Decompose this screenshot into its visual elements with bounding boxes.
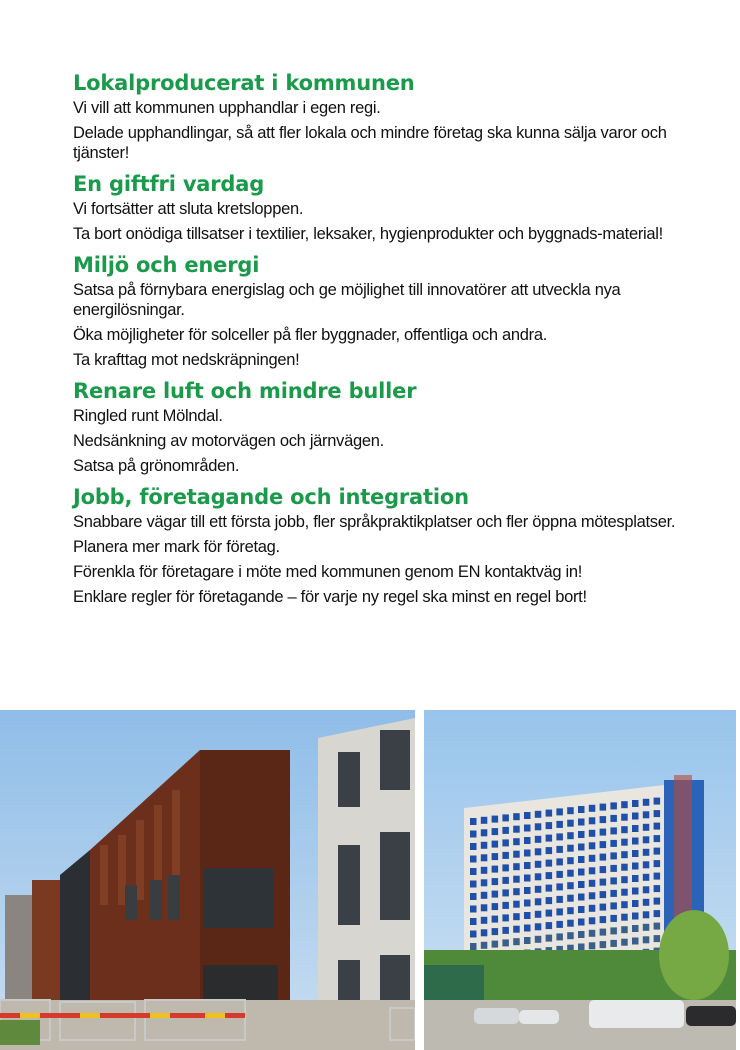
window-mark (589, 867, 596, 874)
window-mark (535, 836, 542, 843)
window-mark (524, 837, 531, 844)
window-mark (470, 931, 477, 938)
window-mark (610, 827, 617, 834)
window-mark (643, 811, 650, 818)
window-mark (567, 820, 574, 827)
window-mark (610, 902, 617, 909)
section-heading: En giftfri vardag (73, 172, 265, 196)
window-mark (502, 877, 509, 884)
window-mark (470, 893, 477, 900)
window-mark (643, 924, 650, 931)
window-mark (481, 842, 488, 849)
window-mark (600, 916, 607, 923)
window-mark (643, 824, 650, 831)
window-mark (546, 822, 553, 829)
window-mark (578, 919, 585, 926)
window-mark (513, 838, 520, 845)
window-mark (513, 913, 520, 920)
window-mark (556, 821, 563, 828)
window-mark (632, 938, 639, 945)
window-mark (610, 865, 617, 872)
window-mark (513, 926, 520, 933)
window-mark (578, 806, 585, 813)
window-mark (610, 940, 617, 947)
window-mark (589, 855, 596, 862)
window-mark (567, 895, 574, 902)
window-mark (535, 923, 542, 930)
window-mark (524, 887, 531, 894)
window-mark (610, 890, 617, 897)
window-mark (578, 831, 585, 838)
window-mark (621, 901, 628, 908)
window-mark (610, 815, 617, 822)
window-mark (643, 936, 650, 943)
window-mark (556, 858, 563, 865)
window-mark (632, 813, 639, 820)
window-mark (481, 854, 488, 861)
photo-building-construction (0, 710, 415, 1050)
section-heading: Lokalproducerat i kommunen (73, 71, 415, 95)
window-mark (567, 882, 574, 889)
window-mark (470, 856, 477, 863)
window-mark (600, 866, 607, 873)
window-mark (600, 804, 607, 811)
window-mark (546, 860, 553, 867)
paragraph: Ta bort onödiga tillsatser i textilier, leksaker, hygienprodukter och byggnads-material! (73, 225, 663, 243)
window-mark (589, 880, 596, 887)
window-mark (578, 819, 585, 826)
window-mark (589, 892, 596, 899)
window-mark (578, 869, 585, 876)
window-mark (492, 841, 499, 848)
window-mark (502, 939, 509, 946)
window-mark (567, 807, 574, 814)
window-mark (535, 823, 542, 830)
window-mark (513, 863, 520, 870)
window-mark (502, 814, 509, 821)
section-giftfri-vardag (73, 169, 693, 244)
window-mark (610, 927, 617, 934)
window-mark (535, 848, 542, 855)
window-mark (654, 798, 661, 805)
window-mark (643, 899, 650, 906)
window-mark (632, 888, 639, 895)
window-mark (589, 917, 596, 924)
window-mark (535, 811, 542, 818)
window-mark (654, 823, 661, 830)
window-mark (481, 892, 488, 899)
section-lokalproducerat (73, 68, 693, 163)
window-mark (492, 903, 499, 910)
window-mark (470, 843, 477, 850)
window-mark (567, 907, 574, 914)
window-mark (513, 901, 520, 908)
window-mark (567, 857, 574, 864)
window-mark (524, 850, 531, 857)
window-mark (600, 841, 607, 848)
window-mark (535, 873, 542, 880)
section-miljo-energi (73, 250, 693, 370)
window-mark (643, 861, 650, 868)
window-mark (546, 910, 553, 917)
window-mark (654, 873, 661, 880)
window-mark (470, 943, 477, 950)
window-mark (621, 864, 628, 871)
window-mark (556, 846, 563, 853)
window-mark (556, 883, 563, 890)
window-mark (492, 928, 499, 935)
window-mark (632, 925, 639, 932)
window-mark (502, 927, 509, 934)
window-mark (535, 911, 542, 918)
window-mark (578, 931, 585, 938)
window-mark (654, 898, 661, 905)
paragraph: Ringled runt Mölndal. (73, 407, 223, 425)
window-mark (481, 917, 488, 924)
window-mark (546, 847, 553, 854)
window-mark (535, 936, 542, 943)
window-mark (654, 910, 661, 917)
window-mark (556, 896, 563, 903)
window-mark (578, 881, 585, 888)
window-mark (643, 836, 650, 843)
section-renare-luft (73, 376, 693, 476)
window-mark (492, 828, 499, 835)
window-mark (513, 813, 520, 820)
window-mark (524, 875, 531, 882)
window-mark (556, 933, 563, 940)
window-mark (524, 900, 531, 907)
window-mark (546, 810, 553, 817)
paragraph: Nedsänkning av motorvägen och järnvägen. (73, 432, 384, 450)
window-mark (600, 941, 607, 948)
window-mark (524, 937, 531, 944)
window-mark (578, 906, 585, 913)
window-mark (513, 851, 520, 858)
section-heading: Miljö och energi (73, 253, 260, 277)
window-mark (654, 835, 661, 842)
window-mark (513, 888, 520, 895)
window-mark (546, 835, 553, 842)
window-mark (589, 830, 596, 837)
window-mark (621, 839, 628, 846)
window-mark (643, 886, 650, 893)
window-mark (632, 875, 639, 882)
window-mark (492, 916, 499, 923)
tower-illustration (424, 710, 736, 1050)
window-mark (513, 876, 520, 883)
paragraph: Planera mer mark för företag. (73, 538, 280, 556)
window-mark (600, 816, 607, 823)
window-mark (524, 862, 531, 869)
window-mark (502, 889, 509, 896)
window-mark (535, 861, 542, 868)
paragraph: Enklare regler för företagande – för varje ny regel ska minst en regel bort! (73, 588, 587, 606)
window-mark (567, 832, 574, 839)
window-mark (481, 929, 488, 936)
window-mark (610, 852, 617, 859)
window-mark (632, 900, 639, 907)
window-mark (632, 913, 639, 920)
window-mark (524, 925, 531, 932)
window-mark (654, 935, 661, 942)
window-mark (502, 914, 509, 921)
window-mark (600, 829, 607, 836)
window-mark (589, 942, 596, 949)
window-mark (546, 872, 553, 879)
window-mark (600, 879, 607, 886)
window-mark (632, 838, 639, 845)
window-mark (621, 801, 628, 808)
window-mark (470, 918, 477, 925)
building-illustration (0, 710, 415, 1050)
window-mark (524, 912, 531, 919)
window-mark (600, 929, 607, 936)
window-mark (567, 870, 574, 877)
window-mark (643, 849, 650, 856)
window-mark (621, 876, 628, 883)
window-mark (589, 817, 596, 824)
window-mark (492, 941, 499, 948)
window-mark (481, 879, 488, 886)
window-mark (654, 810, 661, 817)
window-mark (632, 800, 639, 807)
window-mark (502, 902, 509, 909)
window-mark (513, 938, 520, 945)
window-mark (546, 935, 553, 942)
window-mark (535, 886, 542, 893)
window-mark (621, 889, 628, 896)
window-mark (632, 850, 639, 857)
window-mark (481, 867, 488, 874)
paragraph: Delade upphandlingar, så att fler lokala och mindre företag ska kunna sälja varor och tjänster! (73, 124, 667, 162)
window-mark (610, 877, 617, 884)
window-mark (643, 911, 650, 918)
window-mark (589, 905, 596, 912)
window-mark (643, 874, 650, 881)
window-mark (535, 898, 542, 905)
window-mark (556, 808, 563, 815)
window-mark (621, 926, 628, 933)
window-mark (481, 817, 488, 824)
paragraph: Snabbare vägar till ett första jobb, fler språkpraktikplatser och fler öppna mötesplatser. (73, 513, 676, 531)
window-mark (567, 932, 574, 939)
window-mark (470, 831, 477, 838)
window-mark (470, 818, 477, 825)
window-mark (470, 881, 477, 888)
window-mark (502, 864, 509, 871)
window-mark (556, 871, 563, 878)
window-mark (621, 826, 628, 833)
paragraph: Förenkla för företagare i möte med kommunen genom EN kontaktväg in! (73, 563, 583, 581)
window-mark (632, 863, 639, 870)
window-mark (502, 827, 509, 834)
window-mark (492, 866, 499, 873)
window-mark (610, 915, 617, 922)
window-mark (578, 894, 585, 901)
window-mark (502, 852, 509, 859)
window-mark (556, 921, 563, 928)
window-mark (643, 799, 650, 806)
window-mark (610, 840, 617, 847)
window-mark (481, 904, 488, 911)
paragraph: Vi vill att kommunen upphandlar i egen regi. (73, 99, 381, 117)
window-mark (610, 802, 617, 809)
section-jobb (73, 482, 693, 607)
window-mark (492, 853, 499, 860)
window-mark (546, 922, 553, 929)
window-mark (578, 944, 585, 951)
window-mark (556, 908, 563, 915)
window-mark (481, 829, 488, 836)
window-mark (578, 844, 585, 851)
paragraph: Satsa på förnybara energislag och ge möjlighet till innovatörer att utveckla nya energilösningar. (73, 281, 621, 319)
paragraph: Öka möjligheter för solceller på fler byggnader, offentliga och andra. (73, 326, 547, 344)
window-mark (600, 891, 607, 898)
window-mark (546, 897, 553, 904)
window-mark (492, 891, 499, 898)
window-mark (600, 854, 607, 861)
window-mark (546, 885, 553, 892)
paragraph: Vi fortsätter att sluta kretsloppen. (73, 200, 304, 218)
window-mark (502, 839, 509, 846)
window-mark (654, 848, 661, 855)
window-mark (600, 904, 607, 911)
window-mark (654, 923, 661, 930)
section-heading: Renare luft och mindre buller (73, 379, 417, 403)
window-mark (632, 825, 639, 832)
window-mark (621, 914, 628, 921)
window-mark (654, 885, 661, 892)
window-mark (524, 812, 531, 819)
window-mark (492, 878, 499, 885)
window-mark (470, 868, 477, 875)
window-mark (578, 856, 585, 863)
window-mark (654, 860, 661, 867)
window-mark (524, 825, 531, 832)
window-mark (621, 851, 628, 858)
window-mark (481, 942, 488, 949)
window-mark (492, 816, 499, 823)
window-mark (556, 833, 563, 840)
window-mark (589, 842, 596, 849)
window-mark (621, 939, 628, 946)
document-body (73, 68, 693, 613)
window-mark (589, 930, 596, 937)
window-mark (470, 906, 477, 913)
section-heading: Jobb, företagande och integration (73, 485, 469, 509)
window-mark (589, 805, 596, 812)
paragraph: Ta krafttag mot nedskräpningen! (73, 351, 300, 369)
window-mark (567, 845, 574, 852)
window-mark (621, 814, 628, 821)
photo-tall-building (424, 710, 736, 1050)
window-mark (567, 920, 574, 927)
paragraph: Satsa på grönområden. (73, 457, 240, 475)
window-mark (513, 826, 520, 833)
